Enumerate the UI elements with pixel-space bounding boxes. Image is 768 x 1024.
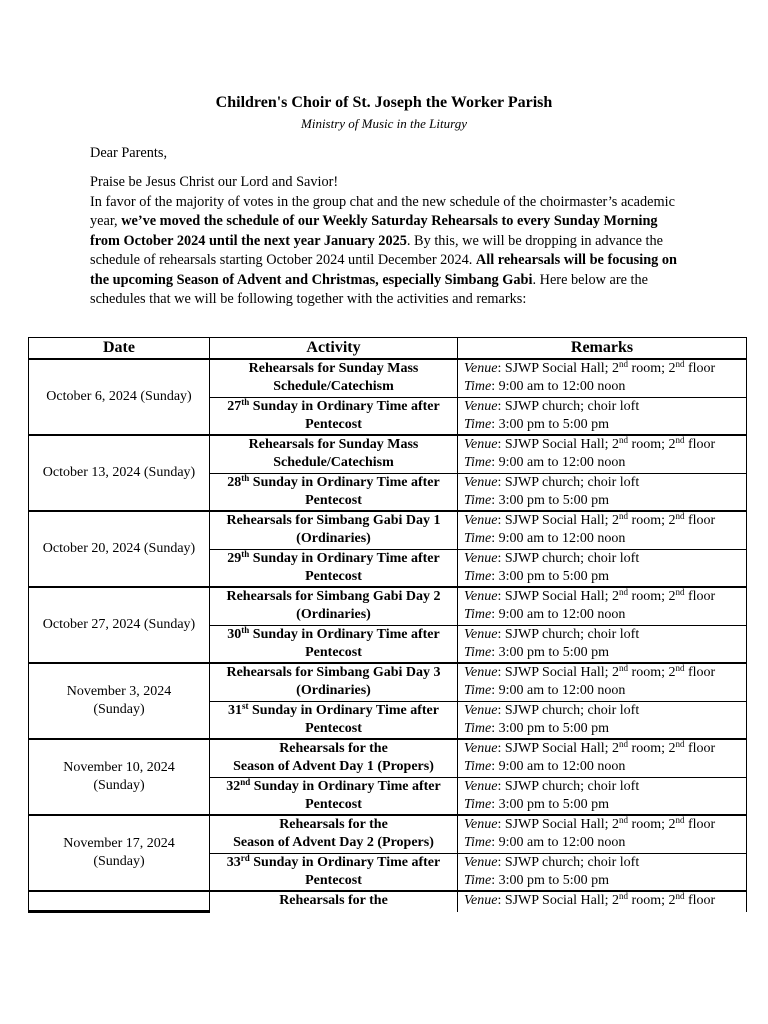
venue-text: : SJWP church; choir loft: [497, 398, 640, 414]
time-text: : 9:00 am to 12:00 noon: [491, 835, 626, 851]
time-label: Time: [464, 720, 492, 736]
activity-line: Rehearsals for Simbang Gabi Day 2: [226, 589, 441, 605]
remarks-cell: [458, 587, 747, 625]
table-row: [29, 663, 747, 701]
schedule-table-body: [29, 359, 747, 912]
time-label: Time: [464, 835, 492, 851]
remarks-cell: [458, 435, 747, 473]
activity-line: Pentecost: [305, 568, 362, 584]
letter-paragraph: [90, 193, 680, 310]
ordinal-suffix: th: [241, 624, 250, 635]
sunday-number: 33: [226, 854, 241, 870]
venue-label: Venue: [464, 665, 498, 681]
table-header-row: [29, 338, 747, 360]
activity-cell: [210, 777, 458, 815]
activity-line: Rehearsals for Simbang Gabi Day 1: [226, 513, 441, 529]
activity-line: Pentecost: [305, 644, 362, 660]
venue-text: : SJWP church; choir loft: [497, 474, 640, 490]
letter-greeting: Dear Parents,: [90, 145, 168, 161]
letter-text: . Here below are the schedules that we will be following together with the activities and remarks:: [90, 271, 648, 307]
activity-cell: [210, 663, 458, 701]
date-text: October 6, 2024 (Sunday): [46, 389, 192, 404]
date-cell: [29, 739, 210, 815]
time-label: Time: [464, 683, 492, 699]
activity-cell: [210, 359, 458, 397]
venue-label: Venue: [464, 550, 498, 566]
ordinal-suffix: nd: [675, 587, 685, 598]
venue-text: floor: [684, 589, 716, 605]
venue-text: floor: [684, 893, 716, 908]
activity-line: Rehearsals for Sunday Mass: [248, 437, 419, 453]
sunday-number: 30: [227, 626, 242, 642]
column-header-date: Date: [29, 338, 210, 360]
venue-label: Venue: [464, 589, 498, 605]
ordinal-suffix: nd: [619, 587, 629, 598]
activity-cell: [210, 549, 458, 587]
ordinal-suffix: nd: [619, 511, 629, 522]
venue-text: : SJWP Social Hall; 2: [497, 817, 620, 833]
schedule-table: [28, 337, 747, 913]
date-cell: [29, 891, 210, 912]
sunday-number: 31: [228, 702, 243, 718]
activity-line: Rehearsals for the: [279, 817, 388, 833]
remarks-cell: [458, 891, 747, 912]
venue-text: floor: [684, 665, 716, 681]
venue-text: : SJWP church; choir loft: [497, 778, 640, 794]
venue-label: Venue: [464, 854, 498, 870]
activity-line: Sunday in Ordinary Time after: [249, 550, 440, 566]
table-row: [29, 359, 747, 397]
ordinal-suffix: nd: [675, 511, 685, 522]
venue-text: floor: [684, 817, 716, 833]
venue-label: Venue: [464, 626, 498, 642]
venue-text: floor: [684, 513, 716, 529]
time-label: Time: [464, 607, 492, 623]
venue-text: : SJWP Social Hall; 2: [497, 893, 620, 908]
date-day-text: (Sunday): [93, 778, 145, 793]
table-row: [29, 587, 747, 625]
remarks-cell: [458, 815, 747, 853]
time-label: Time: [464, 568, 492, 584]
remarks-cell: [458, 549, 747, 587]
venue-text: : SJWP Social Hall; 2: [497, 361, 620, 377]
time-text: : 9:00 am to 12:00 noon: [491, 683, 626, 699]
sunday-number: 29: [227, 550, 242, 566]
date-day-text: (Sunday): [93, 702, 145, 717]
venue-text: : SJWP Social Hall; 2: [497, 437, 620, 453]
venue-text: room; 2: [628, 437, 676, 453]
sunday-number: 27: [227, 398, 242, 414]
ordinal-suffix: th: [241, 472, 250, 483]
column-header-remarks: Remarks: [458, 338, 747, 360]
ordinal-suffix: nd: [619, 663, 629, 674]
date-text: October 20, 2024 (Sunday): [42, 541, 196, 556]
venue-label: Venue: [464, 702, 498, 718]
date-cell: [29, 815, 210, 891]
activity-cell: [210, 739, 458, 777]
ordinal-suffix: nd: [619, 359, 629, 370]
venue-text: : SJWP church; choir loft: [497, 854, 640, 870]
letter-bold-text: All rehearsals will be focusing on the upcoming Season of Advent and Christmas, especially Simbang Gabi: [90, 252, 677, 288]
activity-cell: [210, 587, 458, 625]
activity-line: Sunday in Ordinary Time after: [249, 626, 440, 642]
activity-line: Sunday in Ordinary Time after: [249, 474, 440, 490]
ordinal-suffix: nd: [675, 663, 685, 674]
time-text: : 3:00 pm to 5:00 pm: [491, 872, 610, 888]
date-text: October 27, 2024 (Sunday): [42, 617, 196, 632]
time-text: : 3:00 pm to 5:00 pm: [491, 796, 610, 812]
letter-opening-line: Praise be Jesus Christ our Lord and Savior!: [90, 174, 339, 190]
venue-text: : SJWP church; choir loft: [497, 626, 640, 642]
date-text: November 3, 2024: [66, 684, 172, 699]
ordinal-suffix: st: [242, 700, 249, 711]
date-text: November 17, 2024: [63, 836, 175, 851]
letter-text: In favor of the majority of votes in the group chat and the new schedule of the choirmaster’s academic year,: [90, 193, 675, 229]
ordinal-suffix: rd: [240, 852, 250, 863]
sunday-number: 32: [226, 778, 241, 794]
activity-line: (Ordinaries): [296, 531, 371, 547]
column-header-activity: Activity: [210, 338, 458, 360]
remarks-cell: [458, 359, 747, 397]
remarks-cell: [458, 777, 747, 815]
date-day-text: (Sunday): [93, 854, 145, 869]
time-label: Time: [464, 379, 492, 395]
time-text: : 3:00 pm to 5:00 pm: [491, 720, 610, 736]
letter-body: [90, 173, 680, 310]
venue-text: room; 2: [628, 589, 676, 605]
time-label: Time: [464, 455, 492, 471]
page-subtitle: Ministry of Music in the Liturgy: [301, 116, 467, 131]
venue-text: room; 2: [628, 893, 676, 908]
venue-text: floor: [684, 437, 716, 453]
table-row: [29, 739, 747, 777]
time-text: : 9:00 am to 12:00 noon: [491, 455, 626, 471]
time-label: Time: [464, 416, 492, 432]
activity-line: Pentecost: [305, 796, 362, 812]
activity-cell: [210, 625, 458, 663]
ordinal-suffix: nd: [619, 815, 629, 826]
ordinal-suffix: nd: [675, 891, 685, 901]
activity-line: Rehearsals for Sunday Mass: [248, 361, 419, 377]
activity-cell: [210, 701, 458, 739]
table-row: [29, 891, 747, 912]
activity-line: Rehearsals for Simbang Gabi Day 3: [226, 665, 441, 681]
date-cell: [29, 511, 210, 587]
remarks-cell: [458, 625, 747, 663]
venue-label: Venue: [464, 778, 498, 794]
date-text: November 10, 2024: [63, 760, 175, 775]
activity-line: Pentecost: [305, 492, 362, 508]
activity-line: Rehearsals for the: [279, 893, 388, 908]
activity-line: Sunday in Ordinary Time after: [249, 854, 441, 870]
venue-text: room; 2: [628, 361, 676, 377]
venue-text: : SJWP Social Hall; 2: [497, 741, 620, 757]
activity-cell: [210, 473, 458, 511]
activity-line: Rehearsals for the: [279, 741, 388, 757]
time-label: Time: [464, 872, 492, 888]
venue-label: Venue: [464, 361, 498, 377]
activity-line: Sunday in Ordinary Time after: [249, 398, 440, 414]
venue-text: : SJWP church; choir loft: [497, 550, 640, 566]
table-row: [29, 511, 747, 549]
venue-label: Venue: [464, 437, 498, 453]
page-title: Children's Choir of St. Joseph the Worker Parish: [215, 94, 553, 111]
ordinal-suffix: nd: [619, 891, 629, 901]
venue-label: Venue: [464, 398, 498, 414]
date-cell: [29, 435, 210, 511]
date-text: October 13, 2024 (Sunday): [42, 465, 196, 480]
venue-label: Venue: [464, 741, 498, 757]
activity-cell: [210, 397, 458, 435]
letter-text: . By this, we will be dropping in advance the schedule of rehearsals starting October 2024 until December 2024.: [90, 232, 664, 268]
remarks-cell: [458, 853, 747, 891]
table-row: [29, 435, 747, 473]
venue-label: Venue: [464, 893, 498, 908]
activity-line: Pentecost: [305, 416, 362, 432]
activity-line: Pentecost: [305, 872, 362, 888]
time-label: Time: [464, 759, 492, 775]
activity-line: Schedule/Catechism: [273, 455, 394, 471]
ordinal-suffix: nd: [675, 815, 685, 826]
venue-text: room; 2: [628, 817, 676, 833]
time-text: : 3:00 pm to 5:00 pm: [491, 568, 610, 584]
time-text: : 9:00 am to 12:00 noon: [491, 607, 626, 623]
activity-line: Schedule/Catechism: [273, 379, 394, 395]
time-text: : 3:00 pm to 5:00 pm: [491, 644, 610, 660]
venue-text: floor: [684, 741, 716, 757]
time-label: Time: [464, 531, 492, 547]
ordinal-suffix: nd: [619, 435, 629, 446]
date-cell: [29, 359, 210, 435]
date-cell: [29, 663, 210, 739]
ordinal-suffix: th: [241, 548, 250, 559]
activity-cell: [210, 891, 458, 912]
ordinal-suffix: nd: [675, 739, 685, 750]
venue-text: : SJWP Social Hall; 2: [497, 665, 620, 681]
activity-line: (Ordinaries): [296, 683, 371, 699]
time-text: : 9:00 am to 12:00 noon: [491, 531, 626, 547]
remarks-cell: [458, 701, 747, 739]
ordinal-suffix: nd: [675, 359, 685, 370]
date-cell: [29, 587, 210, 663]
table-row: [29, 815, 747, 853]
venue-text: room; 2: [628, 513, 676, 529]
venue-text: room; 2: [628, 665, 676, 681]
venue-label: Venue: [464, 513, 498, 529]
letter-bold-text: we’ve moved the schedule of our Weekly Saturday Rehearsals to every Sunday Morning from October 2024 until the next year January 2025: [90, 213, 658, 249]
remarks-cell: [458, 511, 747, 549]
venue-text: room; 2: [628, 741, 676, 757]
ordinal-suffix: th: [241, 396, 250, 407]
venue-text: : SJWP church; choir loft: [497, 702, 640, 718]
activity-cell: [210, 815, 458, 853]
time-text: : 9:00 am to 12:00 noon: [491, 379, 626, 395]
venue-label: Venue: [464, 817, 498, 833]
activity-line: (Ordinaries): [296, 607, 371, 623]
remarks-cell: [458, 739, 747, 777]
ordinal-suffix: nd: [675, 435, 685, 446]
activity-cell: [210, 435, 458, 473]
remarks-cell: [458, 473, 747, 511]
time-text: : 3:00 pm to 5:00 pm: [491, 416, 610, 432]
time-label: Time: [464, 492, 492, 508]
venue-text: : SJWP Social Hall; 2: [497, 513, 620, 529]
venue-text: floor: [684, 361, 716, 377]
activity-line: Sunday in Ordinary Time after: [250, 778, 441, 794]
venue-text: : SJWP Social Hall; 2: [497, 589, 620, 605]
activity-line: Season of Advent Day 2 (Propers): [233, 835, 434, 851]
time-label: Time: [464, 644, 492, 660]
time-text: : 3:00 pm to 5:00 pm: [491, 492, 610, 508]
time-label: Time: [464, 796, 492, 812]
remarks-cell: [458, 663, 747, 701]
ordinal-suffix: nd: [619, 739, 629, 750]
activity-line: Pentecost: [305, 720, 362, 736]
activity-line: Season of Advent Day 1 (Propers): [233, 759, 434, 775]
time-text: : 9:00 am to 12:00 noon: [491, 759, 626, 775]
activity-cell: [210, 853, 458, 891]
activity-line: Sunday in Ordinary Time after: [248, 702, 439, 718]
venue-label: Venue: [464, 474, 498, 490]
sunday-number: 28: [227, 474, 242, 490]
remarks-cell: [458, 397, 747, 435]
ordinal-suffix: nd: [240, 776, 251, 787]
activity-cell: [210, 511, 458, 549]
